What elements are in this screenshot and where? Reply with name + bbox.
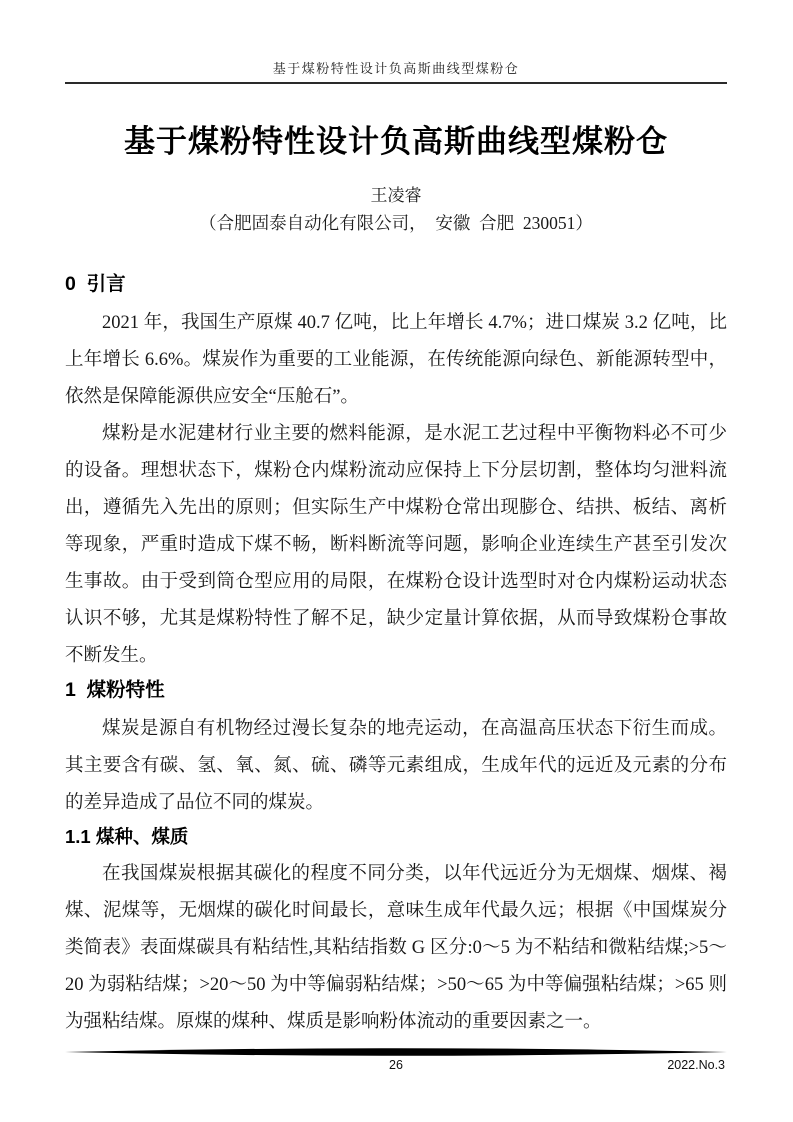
issue-label: 2022.No.3 bbox=[667, 1058, 725, 1072]
subsection-heading-coal-type-quality: 1.1 煤种、煤质 bbox=[65, 826, 189, 847]
footer-spindle-rule bbox=[65, 1047, 727, 1057]
section-heading-coal-powder-characteristics: 1 煤粉特性 bbox=[65, 679, 165, 701]
section-heading-introduction: 0 引言 bbox=[65, 273, 126, 295]
page-content bbox=[65, 0, 727, 1041]
paragraph-intro-2: 煤粉是水泥建材行业主要的燃料能源，是水泥工艺过程中平衡物料必不可少的设备。理想状态下，煤粉仓内煤粉流动应保持上下分层切割，整体均匀泄料流出，遵循先入先出的原则；但实际生产中煤粉仓常出现膨仓、结拱、板结、离析等现象，严重时造成下煤不畅，断料断流等问题，影响企业连续生产甚至引发次生事故。由于受到筒仓型应用的局限，在煤粉仓设计选型时对仓内煤粉运动状态认识不够，尤其是煤粉特性了解不足，缺少定量计算依据，从而导致煤粉仓事故不断发生。 bbox=[65, 424, 727, 666]
footer-row bbox=[65, 1058, 727, 1074]
paragraph-intro-1: 2021 年，我国生产原煤 40.7 亿吨，比上年增长 4.7%；进口煤炭 3.2 亿吨，比上年增长 6.6%。煤炭作为重要的工业能源，在传统能源向绿色、新能源转型中，依然是保障能源供应安全“压舱石”。 bbox=[65, 313, 727, 407]
paragraph-coal-type-1: 在我国煤炭根据其碳化的程度不同分类，以年代远近分为无烟煤、烟煤、褐煤、泥煤等，无烟煤的碳化时间最长，意味生成年代最久远；根据《中国煤炭分类简表》表面煤碳具有粘结性,其粘结指数 G 区分:0～5 为不粘结和微粘结煤;>5～20 为弱粘结煤；>20～50 为中等偏弱粘结煤；>50～65 为中等偏强粘结煤；>65 则为强粘结煤。原煤的煤种、煤质是影响粉体流动的重要因素之一。 bbox=[65, 864, 727, 1032]
running-header-title: 基于煤粉特性设计负高斯曲线型煤粉仓 bbox=[272, 61, 520, 76]
paragraph-characteristics-1: 煤炭是源自有机物经过漫长复杂的地壳运动，在高温高压状态下衍生而成。其主要含有碳、氢、氧、氮、硫、磷等元素组成，生成年代的远近及元素的分布的差异造成了品位不同的煤炭。 bbox=[65, 719, 727, 813]
page-number: 26 bbox=[389, 1058, 403, 1072]
author-affiliation: （合肥固泰自动化有限公司， 安徽 合肥 230051） bbox=[199, 213, 593, 233]
page-footer bbox=[65, 1047, 727, 1074]
header-rule bbox=[65, 82, 727, 84]
paper-title: 基于煤粉特性设计负高斯曲线型煤粉仓 bbox=[124, 124, 668, 159]
author-name: 王凌睿 bbox=[370, 186, 422, 205]
